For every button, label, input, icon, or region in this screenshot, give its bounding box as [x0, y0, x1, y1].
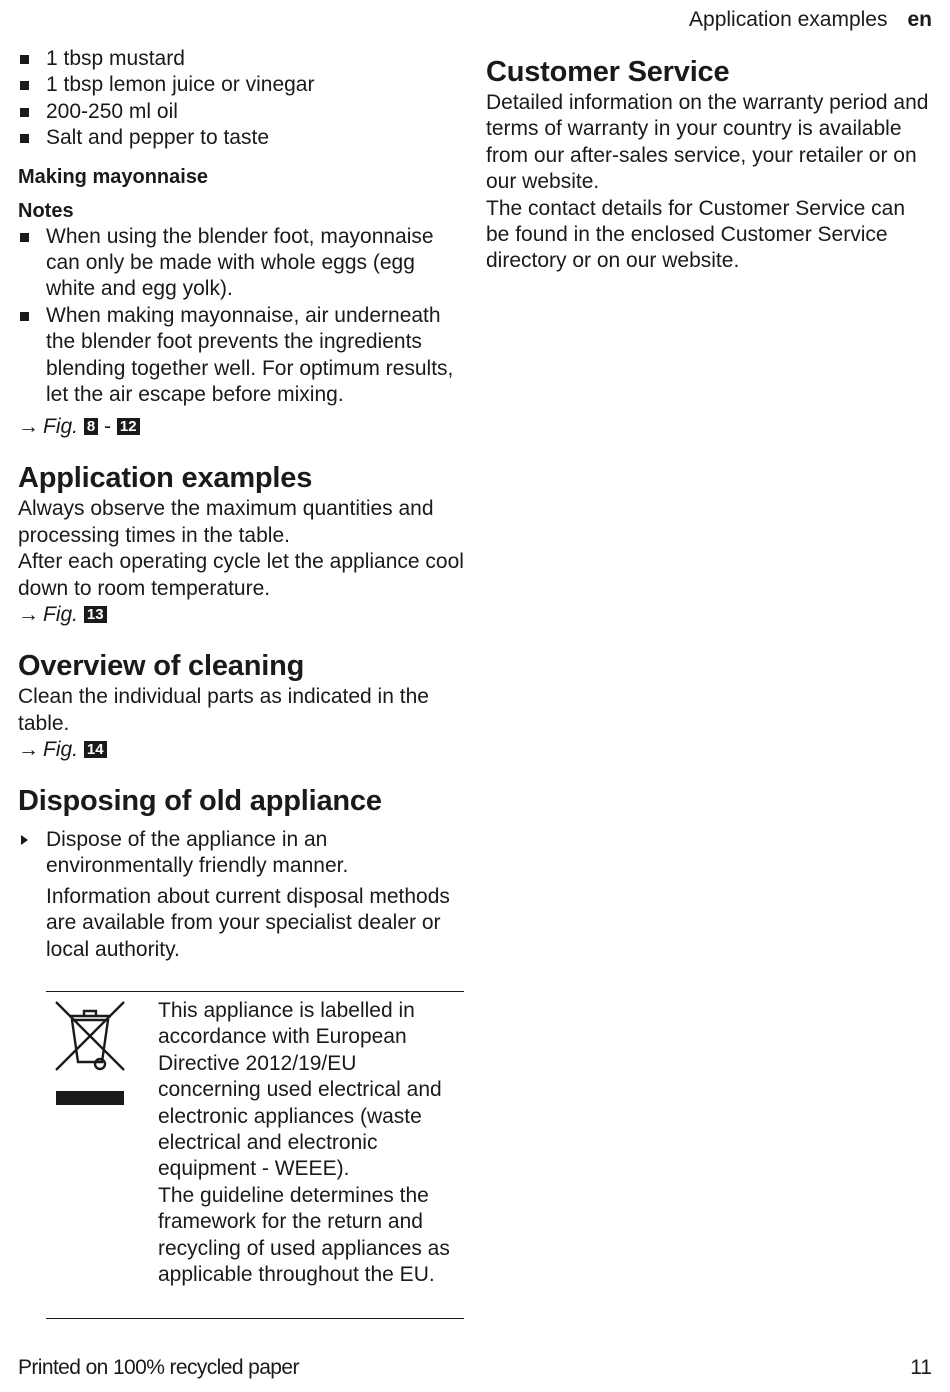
disposal-info: Information about current disposal methods are available from your specialist dealer or local authority. [46, 884, 450, 961]
paragraph: The guideline determines the framework for the return and recycling of used appliances as applicable throughout the EU. [158, 1183, 450, 1287]
figure-reference [18, 737, 464, 763]
figure-reference [18, 414, 464, 440]
crossed-out-wheelie-bin-icon [52, 998, 128, 1108]
list-item: 1 tbsp mustard [18, 46, 464, 72]
weee-text [158, 998, 464, 1288]
customer-service-title: Customer Service [486, 56, 730, 88]
page-header [689, 8, 932, 32]
overview-cleaning-title: Overview of cleaning [18, 650, 305, 683]
fig-label: Fig. [43, 737, 79, 761]
arrow-right-icon: → [18, 737, 39, 761]
fig-label: Fig. [43, 415, 79, 439]
paragraph: Clean the individual parts as indicated in the table. [18, 685, 429, 735]
arrow-right-icon: → [18, 415, 39, 439]
paragraph: After each operating cycle let the appliance cool down to room temperature. [18, 550, 464, 600]
fig-separator: - [104, 415, 112, 439]
triangle-bullet-icon [21, 835, 28, 845]
paragraph: Always observe the maximum quantities and processing times in the table. [18, 497, 434, 547]
paragraph: This appliance is labelled in accordance with European Directive 2012/19/EU concerning used electrical and electronic appliances (waste electrical and electronic equipment - WEEE). [158, 999, 442, 1181]
list-item: When making mayonnaise, air underneath the blender foot prevents the ingredients blending together well. For optimum results, let the air escape before mixing. [18, 303, 464, 409]
figure-number-badge: 8 [84, 418, 98, 435]
paragraph: The contact details for Customer Service can be found in the enclosed Customer Service directory or on our website. [486, 196, 906, 273]
footer-printed-note: Printed on 100% recycled paper [18, 1356, 299, 1379]
disposal-action-text: Dispose of the appliance in an environmentally friendly manner. [46, 827, 349, 878]
notes-heading: Notes [18, 199, 74, 222]
header-section-title: Application examples [689, 8, 888, 31]
arrow-right-icon: → [18, 603, 39, 627]
header-language: en [907, 8, 932, 31]
left-column [18, 46, 464, 963]
list-item: When using the blender foot, mayonnaise can only be made with whole eggs (egg white and egg yolk). [18, 224, 464, 303]
list-item: 200-250 ml oil [18, 99, 464, 125]
disposal-instruction [18, 827, 464, 880]
application-examples-title: Application examples [18, 462, 313, 495]
list-item: Salt and pepper to taste [18, 125, 464, 151]
figure-number-badge: 13 [84, 606, 107, 623]
fig-label: Fig. [43, 603, 79, 627]
figure-number-badge: 14 [84, 741, 107, 758]
figure-number-badge: 12 [117, 418, 140, 435]
making-mayonnaise-heading: Making mayonnaise [18, 165, 209, 188]
right-column [486, 54, 932, 275]
figure-reference [18, 602, 464, 628]
notes-list [18, 224, 464, 409]
list-item: 1 tbsp lemon juice or vinegar [18, 72, 464, 98]
page-number: 11 [910, 1356, 932, 1379]
weee-notice-box [46, 991, 464, 1319]
ingredient-list [18, 46, 464, 152]
disposing-title: Disposing of old appliance [18, 784, 382, 817]
paragraph: Detailed information on the warranty period and terms of warranty in your country is available from our after-sales service, your retailer or on our website. [486, 91, 929, 194]
